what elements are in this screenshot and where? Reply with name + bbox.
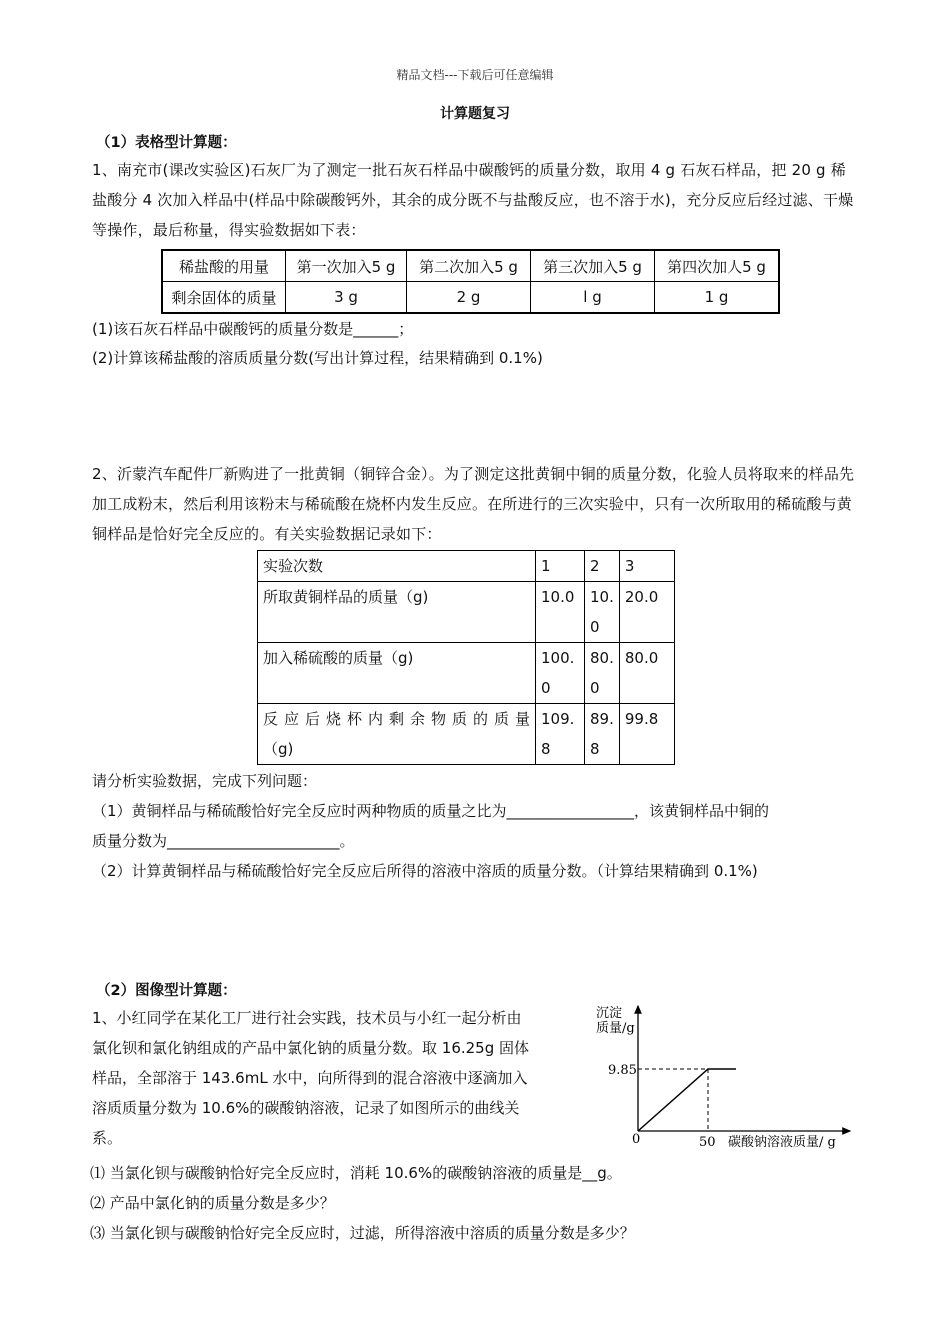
table-row <box>162 282 779 314</box>
table-cell: 剩余固体的质量 <box>162 282 286 314</box>
cell-line: 8 <box>541 740 551 758</box>
cell-line: 89. <box>590 710 614 728</box>
s2-q1-sub3: ⑶ 当氯化钡与碳酸钠恰好完全反应时，过滤，所得溶液中溶质的质量分数是多少？ <box>90 1224 635 1242</box>
table-cell: 2 <box>585 551 620 582</box>
series-line <box>638 1069 736 1131</box>
table-row <box>258 643 675 704</box>
table-row <box>162 250 779 282</box>
cell-line: 0 <box>541 679 551 697</box>
cell-line: 10. <box>590 588 614 606</box>
table-cell: 2 g <box>407 282 531 314</box>
table-cell: 第三次加入5 g <box>531 250 655 282</box>
table-row <box>258 704 675 765</box>
origin-label: 0 <box>632 1132 641 1147</box>
table-cell: 20.0 <box>619 582 674 643</box>
table-cell: 3 g <box>286 282 407 314</box>
brass-table <box>257 550 675 765</box>
s2-q1-sub1: ⑴ 当氯化钡与碳酸钠恰好完全反应时，消耗 10.6%的碳酸钠溶液的质量是__g。 <box>90 1164 622 1182</box>
table-cell <box>536 704 585 765</box>
text-line: 系。 <box>92 1129 123 1147</box>
text-line: 样品，全部溶于 143.6mL 水中，向所得到的混合溶液中逐滴加入 <box>92 1069 528 1087</box>
y-axis-label-line2: 质量/g <box>596 1021 635 1036</box>
table-cell <box>585 643 620 704</box>
cell-line: （g) <box>263 740 294 758</box>
table-cell <box>585 582 620 643</box>
q1-text: 1、南充市(课改实验区)石灰厂为了测定一批石灰石样品中碳酸钙的质量分数，取用 4 g 石灰石样品，把 20 g 稀盐酸分 4 次加入样品中(样品中除碳酸钙外，其余的成分既不与盐酸反应，也不溶于水)，充分反应后经过滤、干燥等操作，最后称量，得实验数据如下表： <box>92 161 854 239</box>
section1-heading: （1）表格型计算题： <box>96 135 237 151</box>
cell-line: 0 <box>590 618 600 636</box>
table-cell: 3 <box>619 551 674 582</box>
table-cell <box>536 643 585 704</box>
table-cell <box>258 704 536 765</box>
cell-line: 100. <box>541 649 575 667</box>
cell-line: 109. <box>541 710 575 728</box>
y-axis-label-line1: 沉淀 <box>596 1006 623 1021</box>
cell-line: 8 <box>590 740 600 758</box>
q2-prompt: 请分析实验数据，完成下列问题： <box>92 772 318 790</box>
cell-line: 反应后烧杯内剩余物质的质量 <box>263 710 530 728</box>
x-axis-label: 碳酸钠溶液质量/ g <box>728 1135 836 1150</box>
table-cell <box>585 704 620 765</box>
page-title: 计算题复习 <box>440 106 510 122</box>
text-line: 氯化钡和氯化钠组成的产品中氯化钠的质量分数。取 16.25g 固体 <box>92 1039 530 1057</box>
q2-sub2: （2）计算黄铜样品与稀硫酸恰好完全反应后所得的溶液中溶质的质量分数。（计算结果精确到 0.1%) <box>92 862 758 880</box>
limestone-table <box>161 249 780 314</box>
q2-sub1b: 质量分数为_______________________。 <box>92 832 355 850</box>
precipitate-chart <box>592 1000 862 1160</box>
text-line: 1、小红同学在某化工厂进行社会实践，技术员与小红一起分析由 <box>92 1009 522 1027</box>
table-cell: 实验次数 <box>258 551 536 582</box>
table-cell: 加入稀硫酸的质量（g) <box>258 643 536 704</box>
table-cell: 80.0 <box>619 643 674 704</box>
table-cell: 1 g <box>655 282 780 314</box>
table-cell: 第四次加人5 g <box>655 250 780 282</box>
s2-q1-sub2: ⑵ 产品中氯化钠的质量分数是多少？ <box>90 1194 335 1212</box>
table-cell: l g <box>531 282 655 314</box>
table-cell: 所取黄铜样品的质量（g) <box>258 582 536 643</box>
table-cell: 稀盐酸的用量 <box>162 250 286 282</box>
section2-heading: （2）图像型计算题： <box>96 983 237 999</box>
table-cell: 10.0 <box>536 582 585 643</box>
page-header: 精品文档---下载后可任意编辑 <box>396 68 554 82</box>
q1-sub2: (2)计算该稀盐酸的溶质质量分数(写出计算过程，结果精确到 0.1%) <box>92 349 543 367</box>
table-cell: 第一次加入5 g <box>286 250 407 282</box>
s2-q1-text <box>92 1003 592 1153</box>
table-row <box>258 582 675 643</box>
cell-line: 80. <box>590 649 614 667</box>
text-line: 溶质质量分数为 10.6%的碳酸钠溶液，记录了如图所示的曲线关 <box>92 1099 520 1117</box>
table-cell: 第二次加入5 g <box>407 250 531 282</box>
table-cell: 99.8 <box>619 704 674 765</box>
x-tick-label: 50 <box>699 1135 716 1150</box>
q1-sub1: (1)该石灰石样品中碳酸钙的质量分数是______； <box>92 320 414 338</box>
cell-line: 0 <box>590 679 600 697</box>
q2-sub1a: （1）黄铜样品与稀硫酸恰好完全反应时两种物质的质量之比为_________________，该黄铜样品中铜的 <box>92 802 770 820</box>
table-row <box>258 551 675 582</box>
q2-text: 2、沂蒙汽车配件厂新购进了一批黄铜（铜锌合金）。为了测定这批黄铜中铜的质量分数，化验人员将取来的样品先加工成粉末，然后利用该粉末与稀硫酸在烧杯内发生反应。在所进行的三次实验中，只有一次所取用的稀硫酸与黄铜样品是恰好完全反应的。有关实验数据记录如下： <box>92 465 855 543</box>
y-tick-label: 9.85 <box>608 1063 637 1078</box>
table-cell: 1 <box>536 551 585 582</box>
